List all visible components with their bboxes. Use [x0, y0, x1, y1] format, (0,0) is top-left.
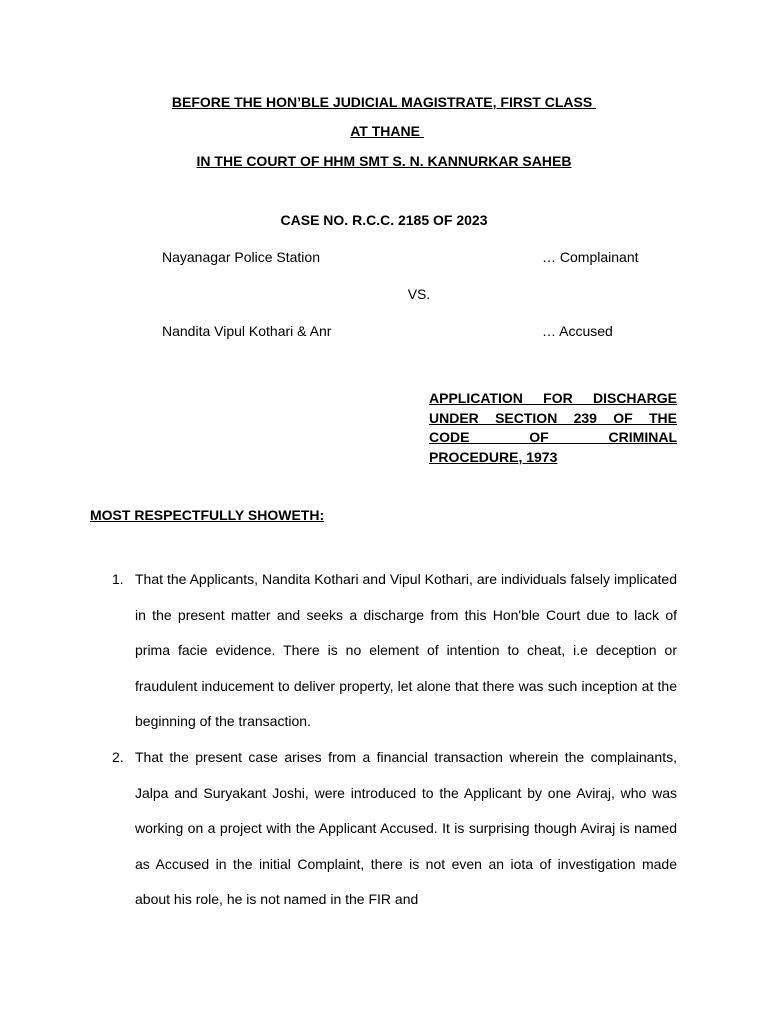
- paragraph-text: That the present case arises from a financial transaction wherein the complainants, Jalpa and Suryakant Joshi, were introduced to the Applicant by one Aviraj, who was working on a project with the Applicant Accused. It is surprising though Aviraj is named as Accused in the initial Complaint, there is not even an iota of investigation made about his role, he is not named in the FIR and: [135, 748, 677, 908]
- accused-role: … Accused: [542, 323, 613, 339]
- application-title: [429, 389, 677, 467]
- complainant-role: … Complainant: [542, 249, 639, 265]
- court-heading-line-2: AT THANE: [350, 123, 424, 139]
- numbered-paragraph: [90, 562, 677, 740]
- paragraph-text: That the Applicants, Nandita Kothari and Vipul Kothari, are individuals falsely implicated in the present matter and seeks a discharge from this Hon'ble Court due to lack of prima facie evidence. There is no element of intention to cheat, i.e deception or fraudulent inducement to deliver property, let alone that there was such inception at the beginning of the transaction.: [135, 571, 677, 730]
- numbered-paragraph: [90, 740, 677, 918]
- accused-name: Nandita Vipul Kothari & Anr: [162, 323, 332, 339]
- court-heading-line-1: BEFORE THE HON’BLE JUDICIAL MAGISTRATE, FIRST CLASS: [171, 94, 597, 110]
- court-heading-line-3: IN THE COURT OF HHM SMT S. N. KANNURKAR SAHEB: [196, 153, 572, 169]
- paragraph-number: 1.: [112, 571, 124, 587]
- application-title-line-1: APPLICATION FOR DISCHARGE: [429, 390, 677, 406]
- versus-label: VS.: [407, 286, 431, 302]
- application-title-line-4: PROCEDURE, 1973: [429, 448, 558, 465]
- application-title-line-3: CODE OF CRIMINAL: [429, 429, 677, 445]
- case-number: CASE NO. R.C.C. 2185 OF 2023: [280, 212, 488, 228]
- paragraph-list: [90, 562, 677, 918]
- paragraph-number: 2.: [112, 748, 124, 765]
- complainant-name: Nayanagar Police Station: [162, 249, 320, 265]
- most-respectfully-showeth: MOST RESPECTFULLY SHOWETH:: [90, 507, 325, 523]
- application-title-line-2: UNDER SECTION 239 OF THE: [429, 409, 677, 426]
